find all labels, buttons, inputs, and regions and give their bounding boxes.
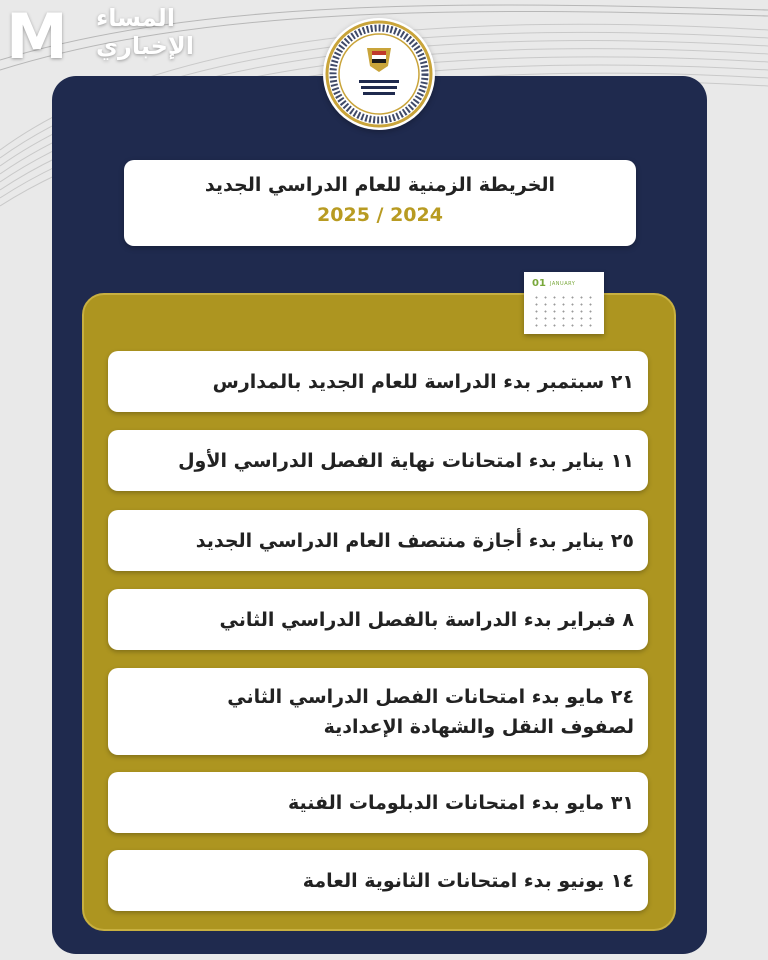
timeline-item bbox=[108, 351, 648, 412]
page-title: الخريطة الزمنية للعام الدراسي الجديد bbox=[204, 174, 556, 196]
timeline-item-text: ٢٤ مايو بدء امتحانات الفصل الدراسي الثاني bbox=[227, 685, 634, 708]
timeline-item bbox=[108, 589, 648, 650]
calendar-day: 01 bbox=[532, 278, 546, 289]
timeline-item-text: ٨ فبراير بدء الدراسة بالفصل الدراسي الثاني bbox=[219, 608, 634, 631]
brand-logo-line2: الإخباري bbox=[96, 32, 195, 60]
timeline-item bbox=[108, 430, 648, 491]
timeline-item-text: ١١ يناير بدء امتحانات نهاية الفصل الدراسي الأول bbox=[178, 449, 634, 472]
calendar-grid bbox=[532, 294, 596, 328]
calendar-icon bbox=[524, 272, 604, 334]
academic-year: 2025 / 2024 bbox=[317, 204, 443, 226]
brand-logo-mark: M bbox=[6, 0, 64, 73]
brand-logo-text bbox=[96, 4, 208, 60]
timeline-item-text: ١٤ يونيو بدء امتحانات الثانوية العامة bbox=[302, 869, 634, 892]
timeline-item bbox=[108, 510, 648, 571]
timeline-item bbox=[108, 772, 648, 833]
calendar-month: JANUARY bbox=[550, 281, 576, 287]
timeline-item bbox=[108, 668, 648, 755]
timeline-item-text-line2: لصفوف النقل والشهادة الإعدادية bbox=[323, 715, 634, 738]
timeline-item bbox=[108, 850, 648, 911]
ministry-seal bbox=[323, 18, 435, 130]
timeline-item-text: ٢١ سبتمبر بدء الدراسة للعام الجديد بالمدارس bbox=[212, 370, 634, 393]
timeline-item-text: ٣١ مايو بدء امتحانات الدبلومات الفنية bbox=[287, 791, 634, 814]
title-card bbox=[124, 160, 636, 246]
brand-logo bbox=[0, 0, 230, 72]
brand-logo-line1: المساء bbox=[96, 4, 176, 32]
timeline-item-text: ٢٥ يناير بدء أجازة منتصف العام الدراسي الجديد bbox=[195, 529, 634, 552]
ministry-seal-emblem-icon bbox=[323, 18, 435, 130]
